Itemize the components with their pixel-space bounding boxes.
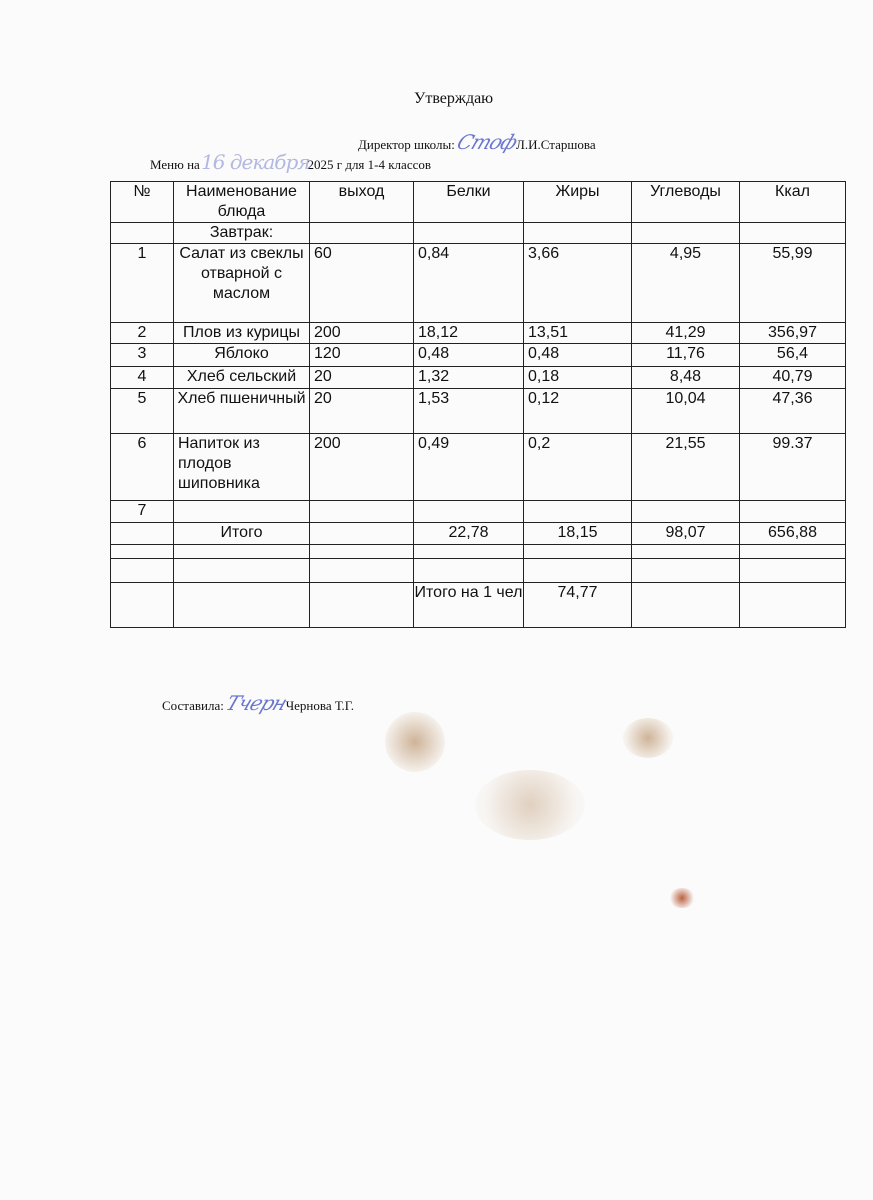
section-row: [111, 223, 846, 244]
table-row: 7: [111, 501, 846, 523]
dish-name: Хлеб пшеничный: [174, 389, 310, 434]
director-signature: Стоф: [453, 130, 521, 154]
stain-mark: [668, 888, 696, 908]
menu-prefix: Меню на: [150, 157, 200, 172]
table-row: 1 Салат из свеклы отварной с маслом 60 0,84 3,66 4,95 55,99: [111, 244, 846, 323]
empty-row: [111, 545, 846, 559]
approve-title: Утверждаю: [414, 90, 494, 107]
empty-row: [111, 559, 846, 583]
table-row: 5 Хлеб пшеничный 20 1,53 0,12 10,04 47,36: [111, 389, 846, 434]
menu-table: [110, 181, 846, 628]
col-header-carbs: Углеводы: [632, 182, 740, 223]
table-header-row: [111, 182, 846, 223]
author-label: Составила:: [162, 698, 224, 713]
dish-name: Яблоко: [174, 344, 310, 367]
table-row: 2 Плов из курицы 200 18,12 13,51 41,29 356,97: [111, 323, 846, 344]
stain-mark: [385, 712, 445, 772]
dish-name: Салат из свеклы отварной с маслом: [174, 244, 310, 323]
director-name: Л.И.Старшова: [516, 137, 596, 152]
table-row: 3 Яблоко 120 0,48 0,48 11,76 56,4: [111, 344, 846, 367]
menu-suffix: 2025 г для 1-4 классов: [307, 157, 431, 172]
dish-name: Хлеб сельский: [174, 367, 310, 389]
menu-date-handwritten: 16 декабря: [201, 150, 310, 174]
col-header-name: Наименование блюда: [174, 182, 310, 223]
total-label: Итого: [174, 523, 310, 545]
dish-name: [174, 501, 310, 523]
author-name: Чернова Т.Г.: [285, 698, 355, 713]
table-row: 6 Напиток из плодов шиповника 200 0,49 0,2 21,55 99.37: [111, 434, 846, 501]
stain-mark: [475, 770, 585, 840]
author-signature: Тчерн: [222, 691, 291, 715]
table-row: 4 Хлеб сельский 20 1,32 0,18 8,48 40,79: [111, 367, 846, 389]
stain-mark: [623, 718, 673, 758]
author-line: [162, 691, 354, 715]
per-person-row: [111, 583, 846, 628]
dish-name: Напиток из плодов шиповника: [174, 434, 310, 501]
col-header-fat: Жиры: [524, 182, 632, 223]
dish-name: Плов из курицы: [174, 323, 310, 344]
per-person-value: 74,77: [524, 583, 632, 628]
col-header-protein: Белки: [414, 182, 524, 223]
col-header-num: №: [111, 182, 174, 223]
director-label: Директор школы:: [358, 137, 455, 152]
section-label: Завтрак:: [174, 223, 310, 244]
col-header-kcal: Ккал: [740, 182, 846, 223]
menu-date-line: [150, 150, 431, 174]
col-header-out: выход: [310, 182, 414, 223]
per-person-label: Итого на 1 чел: [414, 583, 524, 628]
total-row: Итого 22,78 18,15 98,07 656,88: [111, 523, 846, 545]
